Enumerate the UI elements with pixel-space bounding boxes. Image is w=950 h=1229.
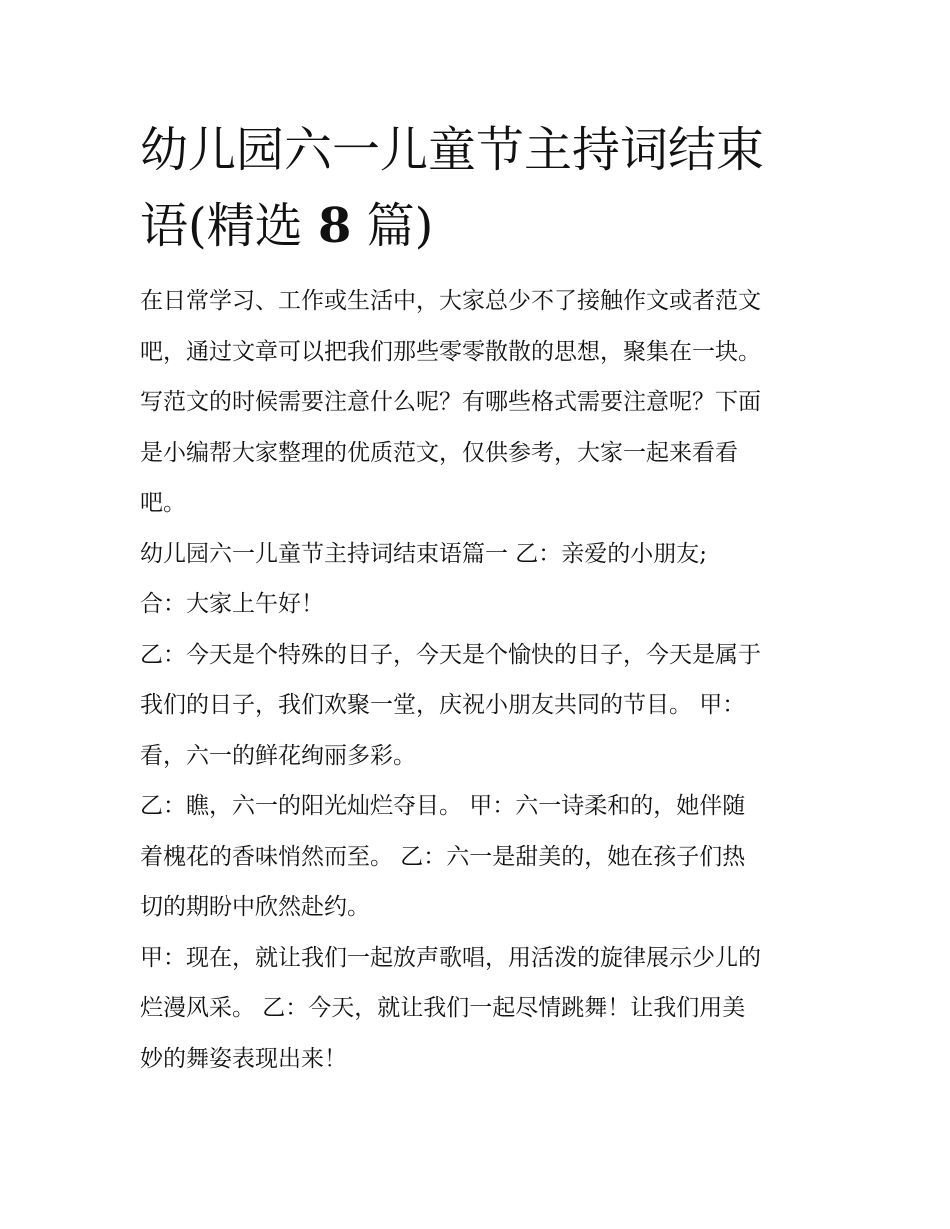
- body-line: 乙：今天是个特殊的日子，今天是个愉快的日子，今天是属于: [140, 641, 761, 668]
- title-line-1: 幼儿园六一儿童节主持词结束: [140, 122, 765, 178]
- body-line: 吧，通过文章可以把我们那些零零散散的思想，聚集在一块。: [140, 338, 761, 365]
- body-line: 写范文的时候需要注意什么呢？有哪些格式需要注意呢？下面: [140, 389, 761, 415]
- body-line: 甲：现在，就让我们一起放声歌唱，用活泼的旋律展示少儿的: [140, 944, 761, 971]
- body-line: 切的期盼中欣然赴约。: [140, 894, 370, 920]
- body-line: 着槐花的香味悄然而至。 乙：六一是甜美的，她在孩子们热: [140, 843, 746, 870]
- body-line: 烂漫风采。 乙：今天，就让我们一起尽情跳舞！让我们用美: [140, 995, 746, 1021]
- body-line: 我们的日子，我们欢聚一堂，庆祝小朋友共同的节目。 甲：: [140, 692, 746, 718]
- document-title: [140, 112, 820, 264]
- title-line-2-prefix: 语(精选: [140, 198, 318, 254]
- title-line-2-number: 8: [318, 198, 352, 254]
- body-line: 妙的舞姿表现出来！: [140, 1045, 347, 1072]
- body-line: 是小编帮大家整理的优质范文，仅供参考，大家一起来看看: [140, 439, 738, 466]
- body-line: 在日常学习、工作或生活中，大家总少不了接触作文或者范文: [140, 288, 761, 314]
- title-line-2-suffix: 篇): [351, 198, 434, 254]
- body-line: 合：大家上午好！: [140, 591, 324, 617]
- body-line: 乙：瞧，六一的阳光灿烂夺目。 甲：六一诗柔和的，她伴随: [140, 793, 746, 819]
- document-body: [140, 276, 820, 1084]
- body-line: 幼儿园六一儿童节主持词结束语篇一 乙：亲爱的小朋友;: [140, 540, 708, 567]
- body-line: 吧。: [140, 490, 186, 516]
- body-line: 看，六一的鲜花绚丽多彩。: [140, 742, 416, 769]
